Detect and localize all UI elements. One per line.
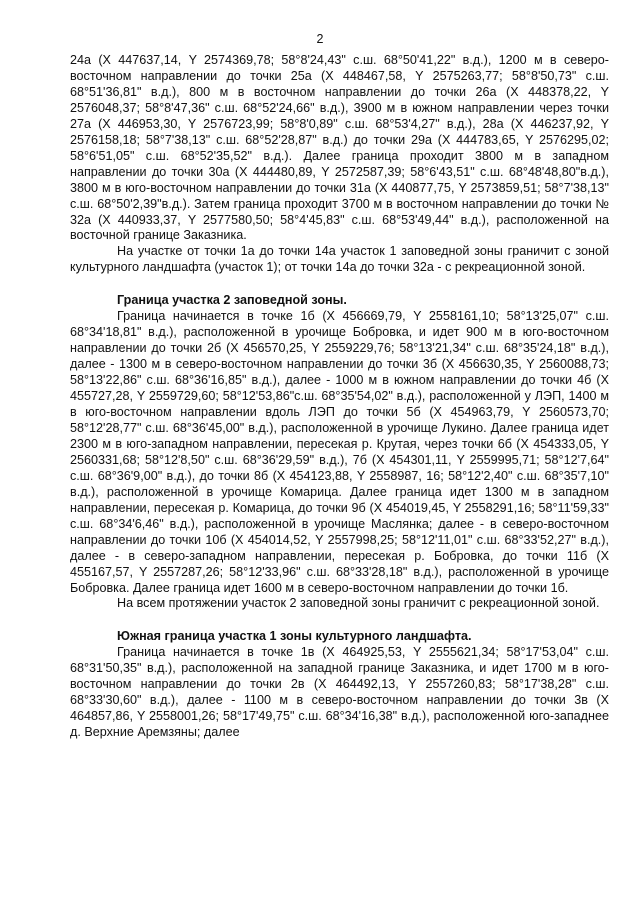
page-number: 2 <box>316 32 324 46</box>
document-body <box>70 53 609 741</box>
section-heading: Граница участка 2 заповедной зоны. <box>117 293 347 308</box>
paragraph-spacer <box>70 612 609 629</box>
paragraph: На всем протяжении участок 2 заповедной зоны граничит с рекреационной зоной. <box>117 596 600 611</box>
paragraph: Граница начинается в точке 1б (Х 456669,79, Y 2558161,10; 58°13'25,07" с.ш. 68°34'18,81" в.д.), расположенной в урочище Бобровка, и идет 900 м в юго-восточном направлении до точки 2б (Х 456570,25, Y 2559229,76; 58°13'21,34" с.ш. 68°35'24,18" в.д.), далее - 1300 м в северо-восточном направлении до точки 3б (Х 456630,35, Y 2560088,73; 58°13'22,86" с.ш. 68°36'16,85" в.д.), далее - 1000 м в южном направлении до точки 4б (Х 455727,28, Y 2559729,60; 58°12'53,86"с.ш. 68°35'54,02" в.д.), расположенной у ЛЭП, 1400 м в юго-восточном направлении вдоль ЛЭП до точки 5б (Х 454963,79, Y 2560573,70; 58°12'28,77" с.ш. 68°36'45,00" в.д.), расположенной в урочище Лукино. Далее граница идет 2300 м в юго-западном направлении, пересекая р. Крутая, через точки 6б (Х 454333,05, Y 2560331,68; 58°12'8,50" с.ш. 68°36'29,59" в.д.), 7б (Х 454301,11, Y 2559995,71; 58°12'7,64" с.ш. 68°36'9,00" в.д.), до точки 8б (Х 454123,88, Y 2558987, 16; 58°12'2,40" с.ш. 68°35'7,10" в.д.), расположенной в урочище Комарица. Далее граница идет 1300 м в западном направлении, пересекая р. Комарица, до точки 9б (Х 454019,45, Y 2558291,16; 58°11'59,33" с.ш. 68°34'6,46" в.д.), расположенной в урочище Маслянка; далее - в северо-восточном направлении до точки 10б (Х 454014,52, Y 2557998,25; 58°12'11,01" с.ш. 68°33'52,27" в.д.), далее - в северо-западном направлении, пересекая р. Бобровка, до точки 11б (Х 455167,57, Y 2557287,26; 58°12'33,96" с.ш. 68°33'28,18" в.д.), расположенной в урочище Бобровка. Далее граница идет 1600 м в северо-восточном направлении до точки 1б. <box>70 309 609 595</box>
paragraph: Граница начинается в точке 1в (Х 464925,53, Y 2555621,34; 58°17'53,04" с.ш. 68°31'50,35" в.д.), расположенной на западной границе Заказника, и идет 1700 м в юго-восточном направлении до точки 2в (Х 464492,13, Y 2557260,83; 58°17'38,28" с.ш. 68°33'30,60" в.д.), далее - 1100 м в северо-восточном направлении до точки 3в (Х 464857,86, Y 2558001,26; 58°17'49,75" с.ш. 68°34'16,38" в.д.), расположенной юго-западнее д. Верхние Аремзяны; далее <box>70 645 609 740</box>
paragraph: На участке от точки 1а до точки 14а участок 1 заповедной зоны граничит с зоной культурного ландшафта (участок 1); от точки 14а до точки 32а - с рекреационной зоной. <box>70 244 609 275</box>
section-heading: Южная граница участка 1 зоны культурного ландшафта. <box>117 629 472 644</box>
paragraph: 24а (Х 447637,14, Y 2574369,78; 58°8'24,43" с.ш. 68°50'41,22" в.д.), 1200 м в северо-восточном направлении до точки 25а (Х 448467,58, Y 2575263,77; 58°8'50,73" с.ш. 68°51'36,81" в.д.), 800 м в восточном направлении до точки 26а (Х 448378,22, Y 2576048,37; 58°8'47,36" с.ш. 68°52'24,66" в.д.), 3900 м в южном направлении через точки 27а (Х 446953,30, Y 2576723,99; 58°8'0,89" с.ш. 68°53'4,27" в.д.), 28а (Х 446237,92, Y 2576158,18; 58°7'38,13" с.ш. 68°52'28,87" в.д.) до точки 29а (Х 444783,65, Y 2576295,02; 58°6'51,05" с.ш. 68°52'35,52" в.д.). Далее граница проходит 3800 м в западном направлении до точки 30а (Х 444480,89, Y 2572587,39; 58°6'43,51" с.ш. 68°48'48,80"в.д.), 3800 м в юго-восточном направлении до точки 31а (Х 440877,75, Y 2573859,51; 58°7'38,13" с.ш. 68°50'2,39"в.д.). Затем граница проходит 3700 м в восточном направлении до точки № 32а (Х 440933,37, Y 2577580,50; 58°4'45,83" с.ш. 68°53'49,44" в.д.), расположенной на восточной границе Заказника. <box>70 53 609 243</box>
paragraph-spacer <box>70 276 609 293</box>
